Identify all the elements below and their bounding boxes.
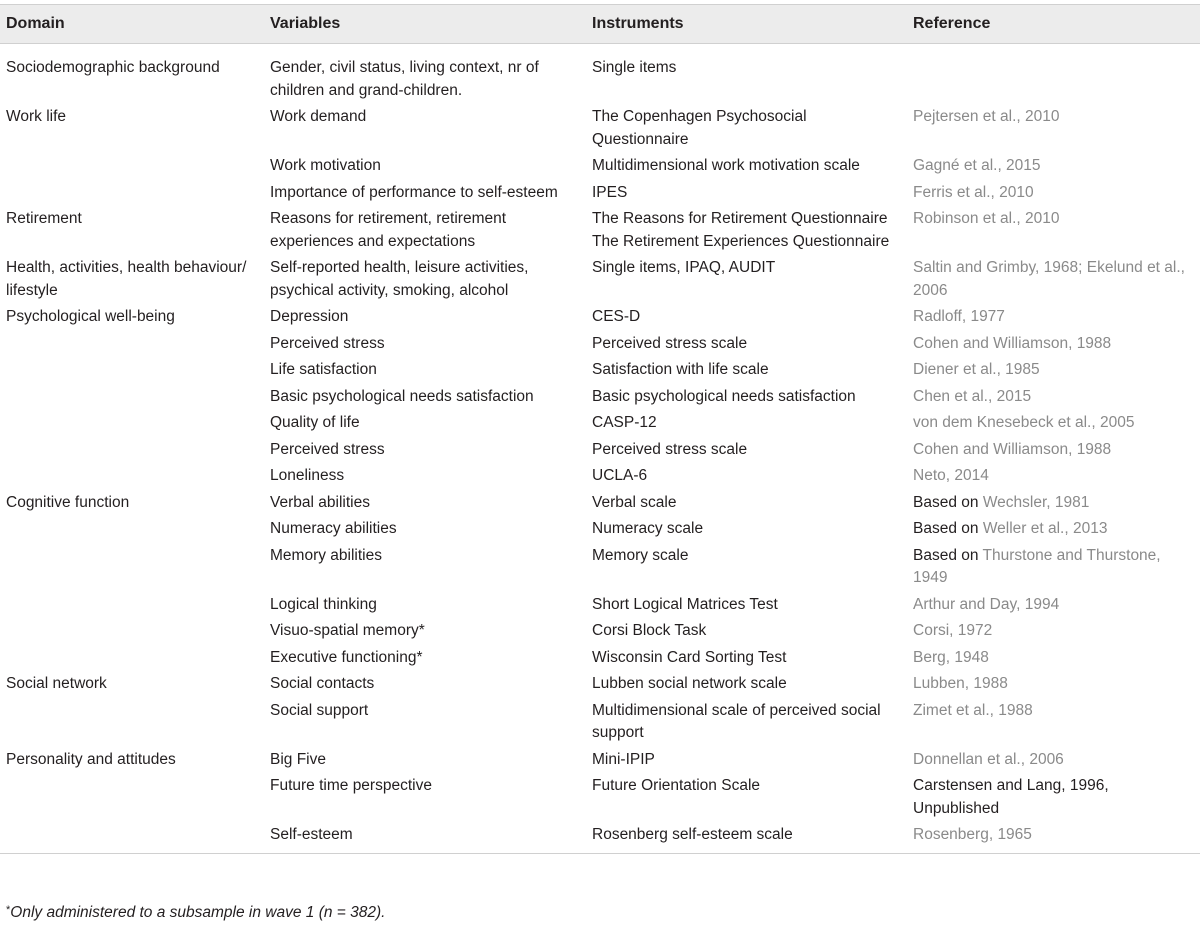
cell-instrument: Numeracy scale: [592, 520, 704, 537]
cell-variable: Loneliness: [270, 467, 345, 484]
reference-link[interactable]: Robinson et al., 2010: [913, 210, 1060, 227]
cell-domain: [0, 514, 264, 541]
reference-link[interactable]: Thurstone and Thurstone, 1949: [913, 546, 1161, 586]
cell-reference: [907, 178, 1200, 205]
cell-reference: [907, 696, 1200, 745]
table-row: [0, 253, 1200, 302]
cell-domain: [0, 461, 264, 488]
cell-domain: [0, 590, 264, 617]
cell-instrument: Multidimensional work motivation scale: [592, 157, 860, 174]
cell-instrument: Single items: [592, 59, 677, 76]
cell-reference: [907, 488, 1200, 515]
cell-domain: [0, 820, 264, 853]
cell-reference: [907, 408, 1200, 435]
cell-domain: [0, 329, 264, 356]
header-variables: Variables: [264, 5, 586, 44]
cell-variable: Depression: [270, 308, 349, 325]
cell-reference: [907, 514, 1200, 541]
reference-link[interactable]: Cohen and Williamson, 1988: [913, 440, 1112, 458]
cell-domain: Personality and attitudes: [6, 750, 176, 768]
cell-domain: Social network: [6, 675, 107, 692]
table-row: [0, 382, 1200, 409]
cell-instrument: Short Logical Matrices Test: [592, 595, 778, 613]
cell-instrument: IPES: [592, 183, 628, 201]
table-row: [0, 408, 1200, 435]
reference-prefix: Based on: [913, 520, 979, 537]
cell-variable: Self-esteem: [264, 820, 586, 853]
cell-domain: [0, 771, 264, 820]
reference-link[interactable]: Pejtersen et al., 2010: [913, 108, 1060, 125]
reference-link[interactable]: Saltin and Grimby, 1968; Ekelund et al., 2006: [913, 259, 1185, 299]
cell-instrument: Basic psychological needs satisfaction: [592, 387, 856, 405]
cell-reference: [907, 253, 1200, 302]
reference-prefix: Based on: [913, 546, 979, 564]
cell-instrument: Satisfaction with life scale: [592, 361, 769, 378]
cell-reference: [907, 204, 1200, 253]
table-row: [0, 204, 1200, 253]
table-row: [0, 745, 1200, 772]
cell-instrument: Corsi Block Task: [592, 622, 707, 639]
cell-variable: Self-reported health, leisure activities, psychical activity, smoking, alcohol: [270, 259, 529, 299]
cell-instrument: The Reasons for Retirement Questionnaire The Retirement Experiences Questionnaire: [592, 210, 890, 250]
table-row: [0, 488, 1200, 515]
cell-reference: [907, 745, 1200, 772]
cell-variable: Social contacts: [270, 675, 375, 692]
cell-domain: Retirement: [6, 210, 82, 227]
table-row: [0, 178, 1200, 205]
table-row: [0, 541, 1200, 590]
reference-link[interactable]: Weller et al., 2013: [982, 520, 1108, 537]
cell-reference: [907, 541, 1200, 590]
header-reference: Reference: [907, 5, 1200, 44]
cell-domain: Psychological well-being: [6, 308, 175, 325]
cell-instrument: CASP-12: [592, 414, 657, 431]
footnote-text: Only administered to a subsample in wave 1 (n = 382).: [10, 904, 386, 921]
cell-domain: [0, 151, 264, 178]
cell-reference: [907, 382, 1200, 409]
cell-reference: [907, 329, 1200, 356]
table-row: [0, 329, 1200, 356]
cell-domain: Work life: [6, 108, 67, 125]
cell-variable: Visuo-spatial memory*: [270, 622, 425, 639]
measures-table: [0, 4, 1200, 854]
cell-variable: Executive functioning*: [270, 648, 423, 666]
cell-reference: [907, 44, 1200, 103]
cell-variable: Social support: [270, 701, 369, 719]
cell-instrument: Verbal scale: [592, 493, 677, 511]
reference-link[interactable]: Corsi, 1972: [913, 622, 993, 639]
cell-variable: Gender, civil status, living context, nr of children and grand-children.: [270, 59, 539, 99]
reference-link[interactable]: Gagné et al., 2015: [913, 157, 1041, 174]
cell-variable: Perceived stress: [270, 334, 385, 352]
cell-reference: [907, 151, 1200, 178]
cell-variable: Memory abilities: [270, 546, 382, 564]
reference-link[interactable]: Cohen and Williamson, 1988: [913, 334, 1112, 352]
cell-reference: [907, 461, 1200, 488]
table-row: [0, 302, 1200, 329]
header-domain: Domain: [0, 5, 264, 44]
cell-reference: [907, 590, 1200, 617]
cell-reference: [907, 435, 1200, 462]
cell-variable: Basic psychological needs satisfaction: [270, 387, 534, 405]
table-row: [0, 590, 1200, 617]
table-header: [0, 5, 1200, 44]
cell-variable: Life satisfaction: [270, 361, 377, 378]
cell-domain: [0, 643, 264, 670]
reference-link[interactable]: Lubben, 1988: [913, 675, 1008, 692]
cell-domain: [0, 696, 264, 745]
cell-domain: [0, 382, 264, 409]
footnote-mark: *: [6, 904, 11, 916]
cell-reference: [907, 616, 1200, 643]
cell-variable: Work demand: [270, 108, 367, 125]
cell-domain: [0, 355, 264, 382]
cell-reference: [907, 643, 1200, 670]
cell-variable: Perceived stress: [270, 440, 385, 458]
reference-link[interactable]: Diener et al., 1985: [913, 361, 1040, 378]
cell-variable: Logical thinking: [270, 595, 377, 613]
cell-instrument: Rosenberg self-esteem scale: [586, 820, 907, 853]
cell-instrument: Perceived stress scale: [592, 334, 748, 352]
cell-instrument: Perceived stress scale: [592, 440, 748, 458]
cell-instrument: Multidimensional scale of perceived social support: [592, 701, 881, 741]
reference-link[interactable]: Radloff, 1977: [913, 308, 1005, 325]
table-row: [0, 820, 1200, 853]
cell-reference: [907, 669, 1200, 696]
header-instruments: Instruments: [586, 5, 907, 44]
cell-instrument: Wisconsin Card Sorting Test: [592, 648, 787, 666]
cell-instrument: UCLA-6: [592, 467, 648, 484]
reference-link[interactable]: Berg, 1948: [913, 648, 989, 666]
cell-instrument: CES-D: [592, 308, 641, 325]
reference-link[interactable]: von dem Knesebeck et al., 2005: [913, 414, 1135, 431]
cell-domain: [0, 541, 264, 590]
cell-reference: [907, 820, 1200, 853]
table-row: [0, 461, 1200, 488]
table-row: [0, 435, 1200, 462]
table-row: [0, 616, 1200, 643]
cell-variable: Quality of life: [270, 414, 360, 431]
table-body: [0, 44, 1200, 854]
table-row: [0, 771, 1200, 820]
table-footnote: [6, 904, 386, 922]
table-row: [0, 669, 1200, 696]
reference-link[interactable]: Arthur and Day, 1994: [913, 595, 1060, 613]
cell-variable: Importance of performance to self-esteem: [270, 183, 558, 201]
header-row: [0, 5, 1200, 44]
reference-prefix: Based on: [913, 493, 979, 511]
cell-variable: Verbal abilities: [270, 493, 370, 511]
cell-variable: Numeracy abilities: [270, 520, 397, 537]
table-row: [0, 102, 1200, 151]
cell-reference: Carstensen and Lang, 1996, Unpublished: [913, 777, 1109, 817]
cell-domain: Health, activities, health behaviour/ lifestyle: [6, 259, 247, 299]
cell-reference: [907, 102, 1200, 151]
cell-domain: Sociodemographic background: [6, 59, 220, 76]
reference-link[interactable]: Ferris et al., 2010: [913, 183, 1034, 201]
table-row: [0, 44, 1200, 103]
reference-link[interactable]: Chen et al., 2015: [913, 387, 1032, 405]
cell-domain: [0, 178, 264, 205]
reference-link[interactable]: Wechsler, 1981: [982, 493, 1090, 511]
cell-domain: Cognitive function: [6, 493, 130, 511]
table-row: [0, 643, 1200, 670]
cell-reference: [907, 355, 1200, 382]
cell-instrument: Lubben social network scale: [592, 675, 787, 692]
cell-instrument: Mini-IPIP: [592, 750, 655, 768]
cell-domain: [0, 435, 264, 462]
cell-instrument: The Copenhagen Psychosocial Questionnaire: [592, 108, 807, 148]
cell-domain: [0, 408, 264, 435]
cell-variable: Big Five: [270, 750, 326, 768]
reference-link[interactable]: Donnellan et al., 2006: [913, 750, 1064, 768]
table-row: [0, 696, 1200, 745]
cell-instrument: Memory scale: [592, 546, 689, 564]
cell-variable: Work motivation: [270, 157, 381, 174]
cell-variable: Reasons for retirement, retirement experiences and expectations: [270, 210, 507, 250]
reference-link[interactable]: Neto, 2014: [913, 467, 989, 484]
cell-variable: Future time perspective: [270, 777, 432, 794]
cell-instrument: Future Orientation Scale: [592, 777, 761, 794]
cell-reference: [907, 302, 1200, 329]
cell-domain: [0, 616, 264, 643]
table-row: [0, 355, 1200, 382]
table-row: [0, 151, 1200, 178]
reference-link[interactable]: Zimet et al., 1988: [913, 701, 1033, 719]
cell-instrument: Single items, IPAQ, AUDIT: [592, 259, 776, 276]
reference-link[interactable]: Rosenberg, 1965: [913, 826, 1032, 843]
table-row: [0, 514, 1200, 541]
